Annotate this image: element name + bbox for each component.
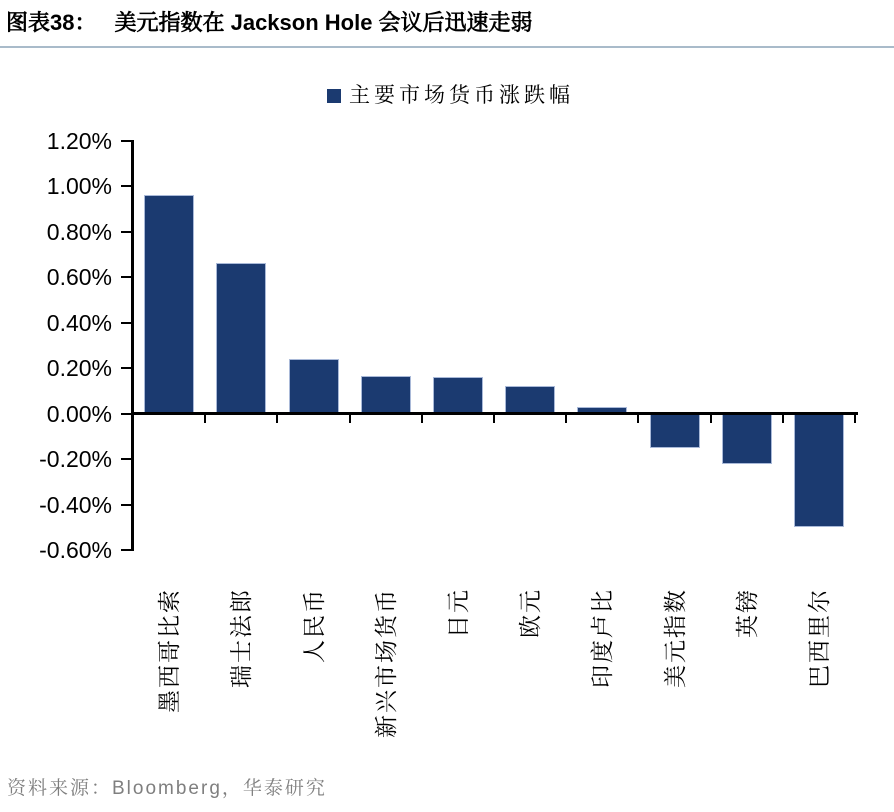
y-axis-label: 0.00%: [46, 400, 112, 427]
x-axis-tick: [204, 415, 206, 423]
category-label: 美元指数: [661, 588, 688, 688]
x-axis-tick: [637, 415, 639, 423]
category-label: 欧元: [517, 588, 544, 638]
bar-美元指数: [650, 414, 700, 448]
category-label: 人民币: [300, 588, 327, 663]
x-axis-tick: [782, 415, 784, 423]
x-axis-tick: [710, 415, 712, 423]
bar-瑞士法郎: [216, 263, 266, 413]
category-label: 巴西里尔: [805, 588, 832, 688]
y-axis-label: -0.60%: [39, 537, 112, 563]
category-label: 墨西哥比索: [156, 588, 183, 713]
y-axis-label: 0.60%: [46, 264, 112, 290]
bar-日元: [433, 377, 483, 413]
bar-墨西哥比索: [144, 195, 194, 413]
y-axis-label: 1.00%: [46, 173, 112, 199]
legend-label: 主要市场货币涨跌幅: [349, 84, 574, 107]
x-axis-tick: [854, 415, 856, 423]
bar-新兴市场货币: [361, 376, 411, 414]
bar-英镑: [722, 414, 772, 464]
x-axis-tick: [421, 415, 423, 423]
category-label: 英镑: [733, 588, 760, 638]
y-axis-label: 0.80%: [46, 218, 112, 245]
figure-number: 图表38：: [6, 10, 97, 35]
source-line: 资料来源：Bloomberg，华泰研究: [7, 778, 327, 799]
category-label: 印度卢比: [589, 588, 616, 688]
y-axis-label: 0.40%: [46, 309, 112, 336]
x-axis-tick: [349, 415, 351, 423]
x-axis-tick: [493, 415, 495, 423]
y-axis-line: [131, 140, 134, 552]
bar-人民币: [289, 359, 339, 414]
x-axis-tick: [276, 415, 278, 423]
y-axis-label: -0.40%: [39, 491, 112, 518]
category-label: 日元: [444, 588, 471, 638]
category-label: 新兴市场货币: [372, 588, 399, 738]
x-axis-tick: [565, 415, 567, 423]
y-axis-label: -0.20%: [39, 446, 112, 472]
category-label: 瑞士法郎: [228, 588, 255, 688]
y-axis-label: 1.20%: [46, 127, 112, 154]
y-axis-label: 0.20%: [46, 355, 112, 381]
figure-title: 美元指数在 Jackson Hole 会议后迅速走弱: [114, 10, 533, 35]
bar-巴西里尔: [794, 414, 844, 528]
bar-欧元: [505, 386, 555, 413]
